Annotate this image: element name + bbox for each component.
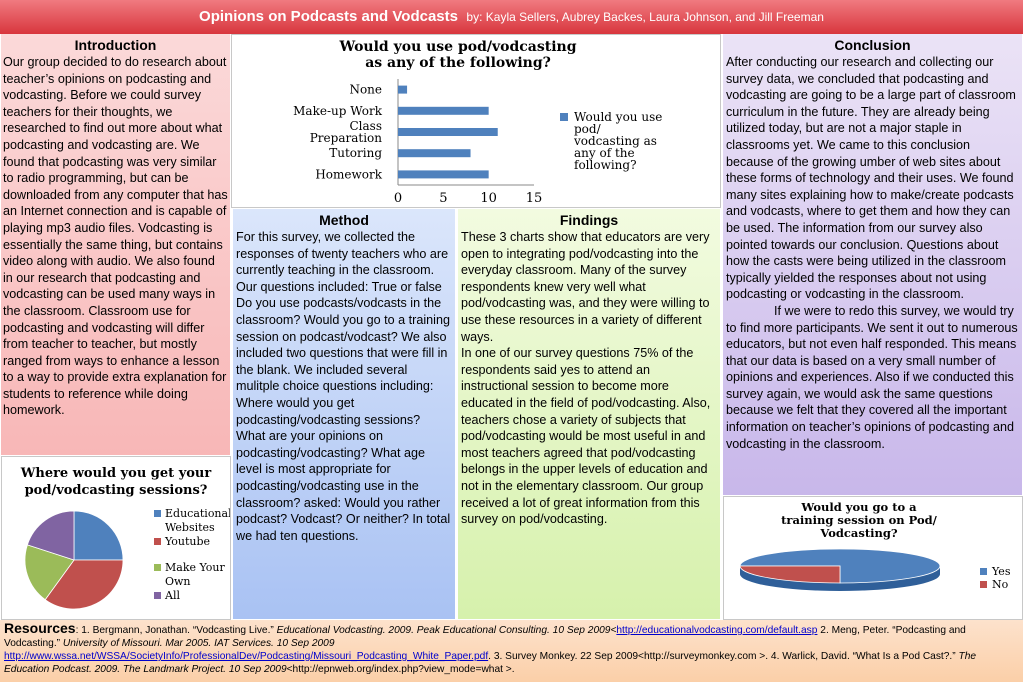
legend-label: Websites <box>165 521 215 534</box>
legend-label: any of the <box>574 146 635 160</box>
sessions-pie-chart <box>2 457 230 619</box>
chart-title-line: Vodcasting? <box>820 526 898 540</box>
bar <box>398 86 407 94</box>
chart-title-line: Would you use pod/vodcasting <box>339 39 577 55</box>
resource-1-number: : 1. <box>75 625 93 636</box>
resource-2-link[interactable]: http://www.wssa.net/WSSA/SocietyInfo/ProfessionalDev/Podcasting/Missouri_Podcasting_White_Paper.pdf <box>4 651 489 662</box>
legend-label: Own <box>165 575 191 588</box>
conclusion-panel <box>723 34 1022 495</box>
legend-label: Educational <box>165 507 230 520</box>
chart-title-line: Would you go to a <box>801 500 917 514</box>
y-category-label: None <box>349 82 382 97</box>
legend-label: vodcasting as <box>574 134 657 148</box>
resource-2-text: 2. Meng, Peter. “Podcasting and Vodcasting.” <box>4 625 966 649</box>
introduction-text: Our group decided to do research about teacher’s opinions on podcasting and vodcasting. Before we could survey teachers for their thoughts, we researched to find out more about what podcasting and vodcasting are. We found that podcasting was very similar to radio programming, but can be downloaded from any computer that has an Internet connection and is capable of playing mp3 audio files. Vodcasting is essentially the same thing, but contains video along with audio. We also found in our research that podcasting and vodcasting can be used many ways in the classroom. Classroom use for podcasting and vodcasting will differ from teacher to teacher, but mostly ranged from ways to enhance a lesson to a way to provide extra explanation for students to reference while doing homework. <box>3 55 228 418</box>
y-category-label: Make-up Work <box>293 103 382 118</box>
legend-label: following? <box>574 158 637 172</box>
findings-text-1: These 3 charts show that educators are very open to integrating pod/vodcasting into the everyday classroom. Many of the survey respondents knew very well what pod/vodcasting was, and they were willing to use these resources in a variety of different ways. <box>461 230 710 344</box>
legend-swatch <box>560 113 568 121</box>
resource-4-source: The Education Podcast. 2009. The Landmark Project. 10 Sep 2009 <box>4 651 977 675</box>
conclusion-text-1: After conducting our research and collecting our survey data, we concluded that podcasting and vodcasting are going to be a large part of classroom curriculum in the future. They are already being utilized today, but are not a major staple in classrooms yet. We came to this conclusion because of the growing umber of web sites about these forms of technology and their uses. We found many sites explaining how to make/create podcasts and vodcasts, where to get them and how they can be used. The information from our survey also pointed towards our conclusion. Questions about how the casts were being utilized in the classroom typically yielded the responses about not using podcasting or vodcasting in the classroom. <box>726 55 1016 302</box>
conclusion-text-2: If we were to redo this survey, we would try to find more participants. We sent it out to numerous educators, but not even half responded. This means that our data is based on a very small number of opinions and experiences. Also if we conducted this survey again, we would ask the same questions because we felt that they covered all the important information on teacher’s opinions of podcasting and vodcasting in the classroom. <box>726 303 1018 451</box>
findings-panel <box>458 209 720 619</box>
legend-label: No <box>992 578 1009 591</box>
training-pie-chart <box>724 497 1022 619</box>
bar <box>398 107 489 115</box>
method-panel <box>233 209 455 619</box>
y-category-label: Homework <box>315 167 382 182</box>
x-tick-label: 10 <box>480 191 497 206</box>
training-chart-box <box>723 496 1023 620</box>
resource-2-source: University of Missouri. Mar 2005. IAT Services. 10 Sep 2009 <box>62 638 335 649</box>
legend-label: pod/ <box>574 122 601 136</box>
legend-swatch <box>980 581 987 588</box>
legend-swatch <box>154 564 161 571</box>
x-tick-label: 5 <box>439 191 448 206</box>
resource-4-text: <http://epnweb.org/index.php?view_mode=what >. <box>286 664 515 675</box>
method-text: For this survey, we collected the responses of twenty teachers who are currently teaching in the classroom. Our questions included: True or false Do you use podcasts/vodcasts in the classroom? Would you go to a training session on podcast/vodcast? We also included two questions that were fill in the blank. We included several mulitple choice questions including: Where would you get podcasting/vodcasting sessions? What are your opinions on podcasting/vodcasting? What age level is most appropriate for podcasting/vodcasting use in the classroom? asked: Would you rather podcast? Vodcast? Or neither? In total we had ten questions. <box>236 230 451 543</box>
bar <box>398 128 498 136</box>
resource-1-text: Bergmann, Jonathan. “Vodcasting Live.” <box>92 625 277 636</box>
poster-authors: by: Kayla Sellers, Aubrey Backes, Laura Johnson, and Jill Freeman <box>466 10 824 24</box>
resource-1-source: Educational Vodcasting. 2009. Peak Educational Consulting. 10 Sep 2009< <box>276 625 617 636</box>
method-heading: Method <box>319 212 369 228</box>
y-category-label: Preparation <box>309 131 382 145</box>
x-tick-label: 15 <box>525 191 543 206</box>
conclusion-heading: Conclusion <box>834 37 911 53</box>
legend-swatch <box>154 510 161 517</box>
poster-title: Opinions on Podcasts and Vodcasts <box>199 8 458 25</box>
findings-text-2: In one of our survey questions 75% of the respondents said yes to attend an instructional session to become more educated in the field of pod/vodcasting. Also, teachers chose a variety of subjects that pod/vodcasting would be most useful in and most teachers agreed that pod/vodcasting belongs in the upper levels of education and not in the elementary classroom. Our group received a lot of great information from this survey on pod/vodcasting. <box>461 346 711 527</box>
chart-title-line: training session on Pod/ <box>781 513 937 527</box>
chart-title-line: pod/vodcasting sessions? <box>24 483 208 498</box>
sessions-chart-box <box>1 456 231 620</box>
resources-panel <box>0 620 1023 682</box>
legend-label: Would you use <box>574 110 663 124</box>
resources-heading: Resources <box>4 620 76 636</box>
legend-label: Yes <box>992 565 1011 578</box>
poster-title-bar <box>0 0 1023 34</box>
resource-3-text: . 3. Survey Monkey. 22 Sep 2009<http://surveymonkey.com >. 4. Warlick, David. “What Is a Pod Cast?.” <box>488 651 959 662</box>
introduction-heading: Introduction <box>74 37 157 53</box>
bar <box>398 170 489 178</box>
chart-title-line: as any of the following? <box>365 55 551 71</box>
resource-1-link[interactable]: http://educationalvodcasting.com/default.asp <box>616 625 818 636</box>
sessions-pie-slice <box>74 511 123 560</box>
y-category-label: Class <box>349 119 382 133</box>
use-chart-box <box>231 34 721 208</box>
chart-title-line: Where would you get your <box>20 466 212 481</box>
legend-label: Make Your <box>165 561 225 574</box>
legend-swatch <box>980 568 987 575</box>
bar <box>398 149 471 157</box>
legend-label: Youtube <box>165 535 211 548</box>
legend-label: All <box>165 589 180 602</box>
use-bar-chart <box>232 35 720 207</box>
legend-swatch <box>154 538 161 545</box>
introduction-panel <box>1 34 230 455</box>
findings-heading: Findings <box>559 212 619 228</box>
y-category-label: Tutoring <box>329 146 382 161</box>
x-tick-label: 0 <box>393 191 403 206</box>
legend-swatch <box>154 592 161 599</box>
